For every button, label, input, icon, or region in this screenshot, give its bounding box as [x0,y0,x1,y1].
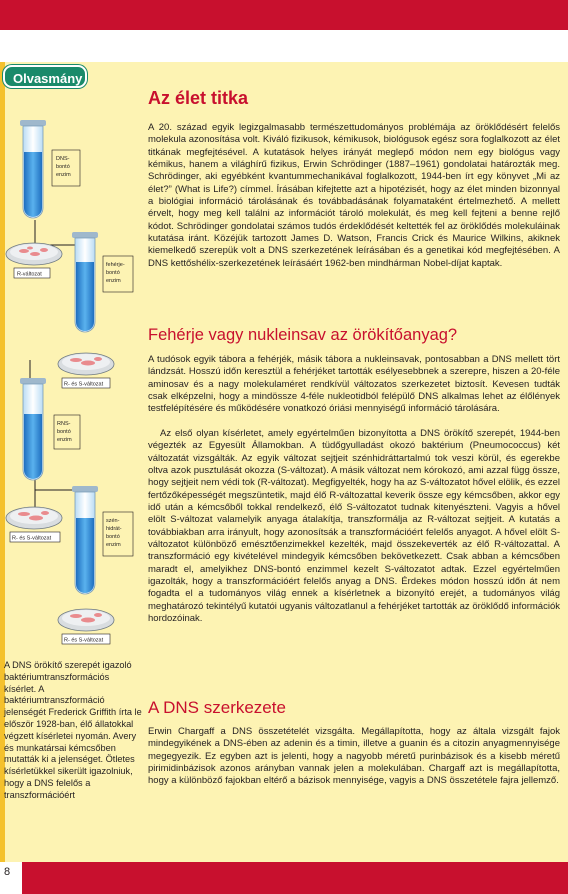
enzyme-2-line-1: fehérje- [106,262,125,268]
test-tube-2 [72,232,98,332]
enzyme-4-line-4: enzim [106,542,121,548]
bottom-red-bar [22,862,568,894]
enzyme-4-line-3: bontó [106,534,120,540]
top-red-bar [0,0,568,30]
test-tube-1 [20,120,46,218]
dish-2-label: R- és S-változat [64,381,104,388]
enzyme-3-line-2: bontó [57,429,71,435]
page-number: 8 [4,866,11,878]
test-tube-3 [20,378,46,480]
enzyme-4-line-1: szén- [106,518,120,524]
enzyme-4-line-2: hidrát- [106,526,122,532]
enzyme-1-line-1: DNS- [56,156,70,162]
section-title-dns-szerkezete: A DNS szerkezete [148,698,286,717]
enzyme-3-line-3: enzim [57,437,72,443]
petri-dish-3 [6,507,62,529]
reading-tag: Olvasmány [3,65,87,88]
petri-dish-4 [58,609,114,631]
enzyme-2-line-2: bontó [106,270,120,276]
figure-caption: A DNS örökítő szerepét igazoló baktériumtranszformációs kísérlet. A baktériumtranszformáció jelenségét Frederick Griffith írta le először 1928-ban, élő állatokkal végzett kísérletei nyomán. Avery és munkatársai kémcsőben mutatták ki a jelenséget. Ötletes kísérletükkel sikerült igazolniuk, hogy a DNS felelős a transzformációért [4,660,142,800]
dish-4-label: R- és S-változat [64,637,104,644]
enzyme-1-line-3: enzim [56,172,71,178]
transformation-experiment-diagram [0,90,146,655]
section-title-elet-titka: Az élet titka [148,88,249,108]
section1-paragraph-1: A 20. század egyik legizgalmasabb természettudományos problémája az öröklődésért felelős molekula azonosítása volt. Kiváló fizikusok, kémikusok, biológusok egész sora foglalkozott az élet titkának megfejtésével. A kutatások helyes irányát meglepő módon nem egy biológus vagy kémikus, hanem a világhírű fizikus, Erwin Schrödinger (1887–1961) gondolatai határozták meg. Schrödinger, aki egyébként kvantummechanikával foglalkozott, 1944-ben írt egy könyvet „Mi az élet?” (What is Life?) címmel. Írásában kifejtette azt a hipotézisét, hogy az élet minden bizonnyal a biológiai információ tárolásának és továbbadásának folyamataként értelmezhető. A mellett érvelt, hogy meg kell találni az információt tároló molekulát, és meg kell fejteni a benne rejlő kódot. Schrödinger gondolatai számos tudós érdeklődését keltették fel az öröklődés molekuláinak kutatása iránt. Közéjük tartozott James D. Watson, Francis Crick és Maurice Wilkins, akiknek kiemelkedő szerepük volt a DNS szerkezetének leírásában és a genetikai kód megfejtésében. A DNS kettőshélix-szerkezetének leírásáért 1962-ben mindhárman Nobel-díjat kaptak. [148,122,560,269]
petri-dish-1 [6,243,62,265]
dish-1-label: R-változat [17,271,42,278]
enzyme-3-line-1: RNS- [57,421,71,427]
enzyme-1-line-2: bontó [56,164,70,170]
enzyme-2-line-3: enzim [106,278,121,284]
section3-paragraph-1: Erwin Chargaff a DNS összetételét vizsgálta. Megállapította, hogy az általa vizsgált fajok mindegyikének a DNS-ében az adenin és a timin, illetve a guanin és a citozin anyagmennyisége megegyezik. Ez egyben azt is jelenti, hogy a nagyobb méretű purinbázisok és a kisebb méretű pirimidinbázisok azonos arányban vannak jelen a molekulában. Chargaff azt is megállapította, hogy a különböző fajokban eltérő a bázisok mennyisége, vagyis a DNS összetétele fajra jellemző. [148,726,560,787]
section2-paragraph-2: Az első olyan kísérletet, amely egyértelműen bizonyította a DNS örökítő szerepét, 1944-ben végezték az Egyesült Államokban. A tüdőgyulladást okozó baktérium (Pneumococcus) két változatát vizsgálták. Az egyik változat sejtjeit szénhidráttartalmú tok veszi körül, és egerekbe oltva azok pusztulását okozza (S-változat). A másik változat nem kórokozó, ami azzal függ össze, hogy sejtjeit nem védi tok (R-változat). Megfigyelték, hogy ha az S-változatot hővel elölik, és ezzel fertőzőképességét megszüntetik, majd élő R-változattal keverik össze egy kémcsőben, akkor egy idő után a kémcsőből tokkal rendelkező, élő S-változatot tudnak kitenyészteni. Vagyis a hővel elölt S-változat valamelyik anyaga átalakítja, transzformálja az R-változat sejtjeit. A kutatás a továbbiakban arra irányult, hogy azonosítsák a transzformációért felelős anyagot. A hővel elölt S-változatot különböző emésztőenzimekkel kezelték, majd összekeverték az élő R-változattal. A transzformáció egy kivételével mindegyik kémcsőben bekövetkezett. Csak abban a kémcsőben maradt el, amelyikhez DNS-bontó enzimmel kezelt S-változatot adtak. Ezzel egyértelműen igazolták, hogy a transzformációért felelős anyag a DNS. Érdekes módon hosszú időn át nem fogadta el a tudományos világ ennek a kísérletnek a bizonyító erejét, a tudományos világ meghatározó tekintélyű kutatói ugyanis változatlanul a fehérjéket tartották az öröklődő információk hordozóinak. [148,428,560,625]
section2-paragraph-1: A tudósok egyik tábora a fehérjék, másik tábora a nukleinsavak, pontosabban a DNS mellett tört lándzsát. Hosszú időn keresztül a fehérjéket tartották esélyesebbnek a szerepre, hiszen a 20-féle aminosav és a nagy molekulaméret rendkívül változatos szerkezetet biztosít. Kevesen tudták csak elképzelni, hogy a mindössze 4-féle nukleotidból felépülő DNS alkalmas lehet az élőlények testfelépítésére és működésére vonatkozó óriási mennyiségű információ tárolására. [148,354,560,415]
test-tube-4 [72,486,98,594]
petri-dish-2 [58,353,114,375]
dish-3-label: R- és S-változat [12,535,52,542]
section-title-orokitoanyag: Fehérje vagy nukleinsav az örökítőanyag? [148,326,458,344]
